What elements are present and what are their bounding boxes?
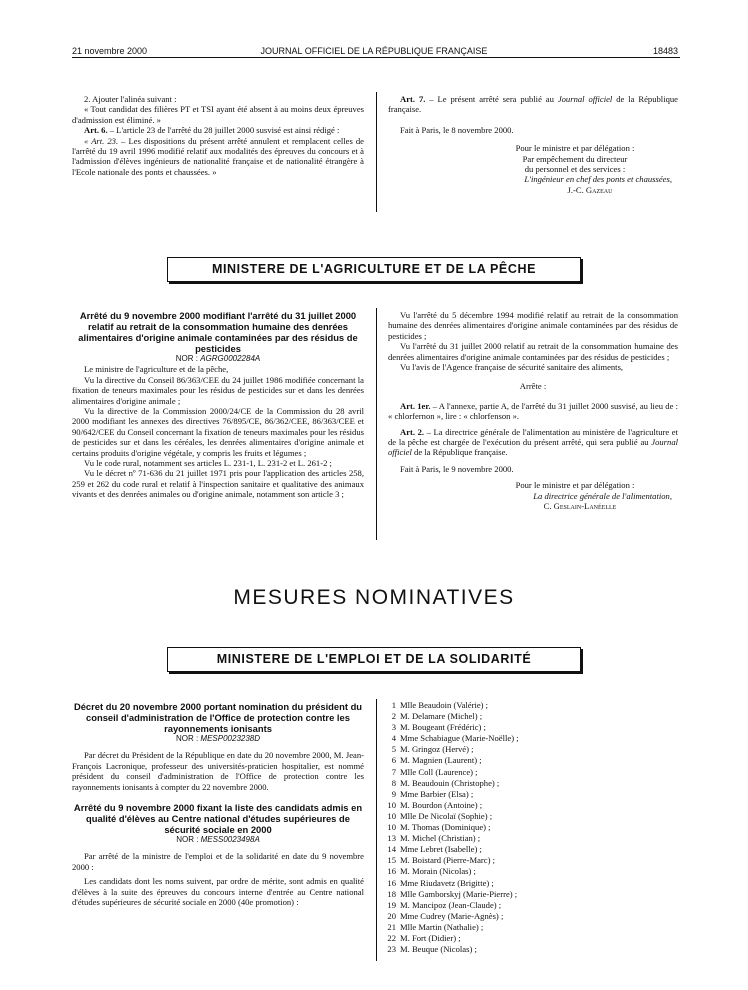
header-rule (72, 57, 680, 58)
rank-number: 6 (391, 755, 396, 766)
list-item (382, 800, 678, 811)
paragraph: Vu l'arrêté du 5 décembre 1994 modifié relatif au retrait de la consommation humaine des denrées alimentaires d'origine animale contaminées par des résidus de pesticides ; (388, 310, 678, 341)
article-text: – La directrice générale de l'alimentation au ministère de l'agriculture et de la pêche est chargée de l'exécution du présent arrêté, qui sera publié au (388, 426, 679, 448)
ministry-emploi-banner: MINISTERE DE L'EMPLOI ET DE LA SOLIDARITÉ (167, 647, 581, 672)
section-title: MESURES NOMINATIVES (233, 586, 515, 609)
article-label: Art. 7. (400, 94, 426, 104)
paragraph: Les candidats dont les noms suivent, par ordre de mérite, sont admis en qualité d'élèves à la suite des épreuves du concours interne d'entrée au Centre national d'études supérieures de sécurité sociale en 2000 (40e promotion) : (72, 876, 364, 908)
rank-number: 20 (387, 910, 396, 921)
list-item (382, 722, 678, 733)
rank-number: 9 (391, 788, 396, 799)
candidate-name: Mlle Coll (Laurence) ; (400, 766, 478, 777)
candidate-name: M. Magnien (Laurent) ; (400, 755, 482, 766)
candidate-name: M. Beuque (Nicolas) ; (400, 944, 477, 955)
nor-reference (72, 734, 364, 744)
candidate-name: M. Beaudouin (Christophe) ; (400, 777, 500, 788)
article-2 (388, 427, 678, 458)
rank-number: 2 (391, 711, 396, 722)
signature-line: La directrice générale de l'alimentation, (533, 490, 672, 501)
column-divider (376, 92, 377, 212)
article-text: – A l'annexe, partie A, de l'arrêté du 31 juillet 2000 susvisé, au lieu de : « chlorfernon », lire : « chlorfenson ». (388, 400, 678, 422)
rank-number: 16 (387, 877, 396, 888)
candidate-name: M. Michel (Christian) ; (400, 833, 481, 844)
rank-number: 10 (387, 810, 396, 821)
journal-name: Journal officiel (557, 94, 613, 104)
header-page-number: 18483 (652, 46, 678, 56)
article-23 (72, 136, 364, 178)
header-date: 21 novembre 2000 (72, 46, 148, 56)
rank-number: 16 (387, 866, 396, 877)
decree-title: Arrêté du 9 novembre 2000 fixant la liste des candidats admis en qualité d'élèves au Centre national d'études supérieures de sécurité sociale en 2000 (73, 802, 363, 836)
candidate-name: M. Boistard (Pierre-Marc) ; (400, 855, 495, 866)
list-item (382, 933, 678, 944)
candidate-name: Mlle Gamborskyj (Marie-Pierre) ; (400, 888, 518, 899)
signature-block (388, 480, 678, 511)
rank-number: 4 (391, 733, 396, 744)
list-item (382, 700, 678, 711)
rank-number: 15 (387, 855, 396, 866)
article-text: – Les dispositions du présent arrêté annulent et remplacent celles de l'arrêté du 19 avril 1996 modifié relatif aux modalités des épreuves du concours et à l'admission d'élèves ingénieurs de nationalité française et de nationalité étrangère à l'Ecole nationale des ponts et chaussées. » (72, 135, 364, 177)
article-text: de la République française. (411, 447, 508, 458)
list-item (382, 855, 678, 866)
rank-number: 7 (391, 766, 396, 777)
nor-label: NOR : (175, 354, 201, 363)
candidate-list (382, 700, 678, 955)
candidate-name: M. Fort (Didier) ; (400, 932, 461, 943)
candidate-name: Mlle De Nicolaï (Sophie) ; (400, 810, 493, 821)
list-item (382, 889, 678, 900)
journal-name: Journal officiel (388, 437, 678, 458)
list-item (382, 878, 678, 889)
list-item (382, 844, 678, 855)
rank-number: 23 (387, 944, 396, 955)
signature-line: Pour le ministre et par délégation : (515, 143, 635, 154)
article-1 (388, 401, 678, 422)
fait-a-paris: Fait à Paris, le 9 novembre 2000. (400, 463, 514, 474)
paragraph: Par arrêté de la ministre de l'emploi et de la solidarité en date du 9 novembre 2000 : (72, 851, 364, 872)
rank-number: 8 (391, 777, 396, 788)
signature-line: du personnel et des services : (524, 164, 626, 175)
list-item (382, 811, 678, 822)
candidate-name: Mme Riudavetz (Brigitte) ; (400, 877, 494, 888)
rank-number: 3 (391, 722, 396, 733)
rank-number: 10 (387, 799, 396, 810)
candidate-name: Mlle Martin (Nathalie) ; (400, 921, 484, 932)
paragraph: Vu le code rural, notamment ses articles L. 231-1, L. 231-2 et L. 261-2 ; (84, 458, 332, 469)
paragraph: Vu l'arrêté du 31 juillet 2000 relatif au retrait de la consommation humaine des denrées alimentaires d'origine animale contaminées par des résidus de pesticides ; (388, 341, 678, 362)
list-item (382, 767, 678, 778)
article-label: Art. 1er. (400, 400, 431, 411)
paragraph: Vu la directive du Conseil 86/363/CEE du 24 juillet 1986 modifiée concernant la fixation de teneurs maximales pour les résidus de pesticides sur et dans les denrées alimentaires d'origine animale ; (72, 374, 364, 406)
list-item (382, 733, 678, 744)
list-item (382, 944, 678, 955)
candidate-name: M. Thomas (Dominique) ; (400, 822, 491, 833)
article-text: – Le présent arrêté sera publié au (425, 94, 558, 104)
nor-code: AGRG0002284A (200, 354, 261, 363)
paragraph: Vu le décret nº 71-636 du 21 juillet 1971 pris pour l'application des articles 258, 259 et 262 du code rural et relatif à l'inspection sanitaire et qualitative des animaux vivants et des denrées animales ou d'origine animale, notamment son article 3 ; (72, 468, 364, 500)
ministry-agriculture-banner: MINISTERE DE L'AGRICULTURE ET DE LA PÊCHE (167, 257, 581, 282)
candidate-name: M. Mancipoz (Jean-Claude) ; (400, 899, 502, 910)
article-label: Art. 2. (400, 426, 425, 437)
signature-line: Pour le ministre et par délégation : (515, 480, 635, 491)
paragraph: Vu la directive de la Commission 2000/24/CE de la Commission du 28 avril 2000 modifiant les annexes des directives 76/895/CE, 86/362/CEE, 86/363/CEE et 90/642/CEE du Conseil concernant la fixation de teneurs maximales pour les résidus de pesticides sur et dans les céréales, les denrées alimentaires d'origine animale et certains produits d'origine végétale, y compris les fruits et légumes ; (72, 406, 364, 458)
paragraph: Vu l'avis de l'Agence française de sécurité sanitaire des aliments, (400, 362, 624, 373)
list-item (382, 744, 678, 755)
list-item (382, 922, 678, 933)
candidate-name: Mme Lebret (Isabelle) ; (400, 844, 482, 855)
list-item (382, 900, 678, 911)
rank-number: 13 (387, 833, 396, 844)
candidate-name: M. Bougeant (Frédéric) ; (400, 722, 486, 733)
emploi-left-column (72, 701, 364, 907)
column-divider (376, 308, 377, 540)
agriculture-right-column (388, 310, 678, 512)
top-left-column (72, 94, 364, 177)
nor-reference (72, 835, 364, 845)
article-label: « Art. 23. (84, 135, 119, 146)
article-text: de la République française. (388, 94, 678, 115)
list-item (382, 866, 678, 877)
paragraph: 2. Ajouter l'alinéa suivant : (84, 94, 177, 104)
rank-number: 19 (387, 899, 396, 910)
article-6 (72, 125, 364, 135)
rank-number: 5 (391, 744, 396, 755)
decree-title: Décret du 20 novembre 2000 portant nomination du président du conseil d'administration de l'Office de protection contre les rayonnements ionisants (73, 701, 363, 734)
rank-number: 18 (387, 888, 396, 899)
list-item (382, 789, 678, 800)
header-journal: JOURNAL OFFICIEL DE LA RÉPUBLIQUE FRANÇAISE (260, 46, 488, 56)
article-7 (388, 94, 678, 115)
nor-code: MESP0023238D (200, 734, 261, 743)
paragraph: Par décret du Président de la République en date du 20 novembre 2000, M. Jean-François Lacronique, professeur des universités-praticien hospitalier, est nommé président du conseil d'administration de l'Office de protection contre les rayonnements ionisants à compter du 22 novembre 2000. (72, 750, 364, 792)
signature-line: Par empêchement du directeur (522, 153, 628, 164)
top-right-column (388, 94, 678, 195)
list-item (382, 822, 678, 833)
rank-number: 14 (387, 844, 396, 855)
article-label: Art. 6. (84, 125, 108, 136)
rank-number: 21 (387, 921, 396, 932)
paragraph: « Tout candidat des filières PT et TSI ayant été absent à au moins deux épreuves d'admission est éliminé. » (72, 104, 364, 125)
candidate-name: Mme Cudrey (Marie-Agnès) ; (400, 910, 504, 921)
candidate-name: M. Delamare (Michel) ; (400, 711, 483, 722)
agriculture-left-column (72, 310, 364, 500)
signature-line: L'ingénieur en chef des ponts et chaussées, (524, 174, 672, 185)
article-text: – L'article 23 de l'arrêté du 28 juillet 2000 susvisé est ainsi rédigé : (107, 125, 340, 136)
rank-number: 22 (387, 932, 396, 943)
nor-reference (72, 354, 364, 364)
list-item (382, 755, 678, 766)
candidate-name: M. Gringoz (Hervé) ; (400, 744, 474, 755)
nor-label: NOR : (176, 835, 201, 845)
candidate-name: M. Morain (Nicolas) ; (400, 866, 476, 877)
list-item (382, 711, 678, 722)
paragraph: Le ministre de l'agriculture et de la pêche, (84, 364, 229, 375)
decree-title: Arrêté du 9 novembre 2000 modifiant l'arrêté du 31 juillet 2000 relatif au retrait de la consommation humaine des denrées alimentaires d'origine animale contaminées par des résidus de pesticides (78, 310, 358, 354)
candidate-name: Mlle Beaudoin (Valérie) ; (400, 700, 489, 710)
signatory-name: C. Geslain-Lanéelle (543, 501, 617, 512)
candidate-name: Mme Barbier (Elsa) ; (400, 788, 474, 799)
signature-block (388, 143, 678, 195)
nor-label: NOR : (175, 734, 201, 743)
list-item (382, 911, 678, 922)
fait-a-paris: Fait à Paris, le 8 novembre 2000. (400, 124, 514, 135)
list-item (382, 833, 678, 844)
rank-number: 1 (391, 700, 396, 710)
candidate-name: M. Bourdon (Antoine) ; (400, 799, 483, 810)
list-item (382, 778, 678, 789)
rank-number: 10 (387, 822, 396, 833)
signatory-name: J.-C. Gazeau (567, 184, 613, 195)
nor-code: MESS0023498A (200, 835, 260, 845)
candidate-name: Mme Schabiague (Marie-Noëlle) ; (400, 733, 519, 744)
column-divider (376, 699, 377, 961)
arrete-heading: Arrête : (519, 381, 547, 392)
